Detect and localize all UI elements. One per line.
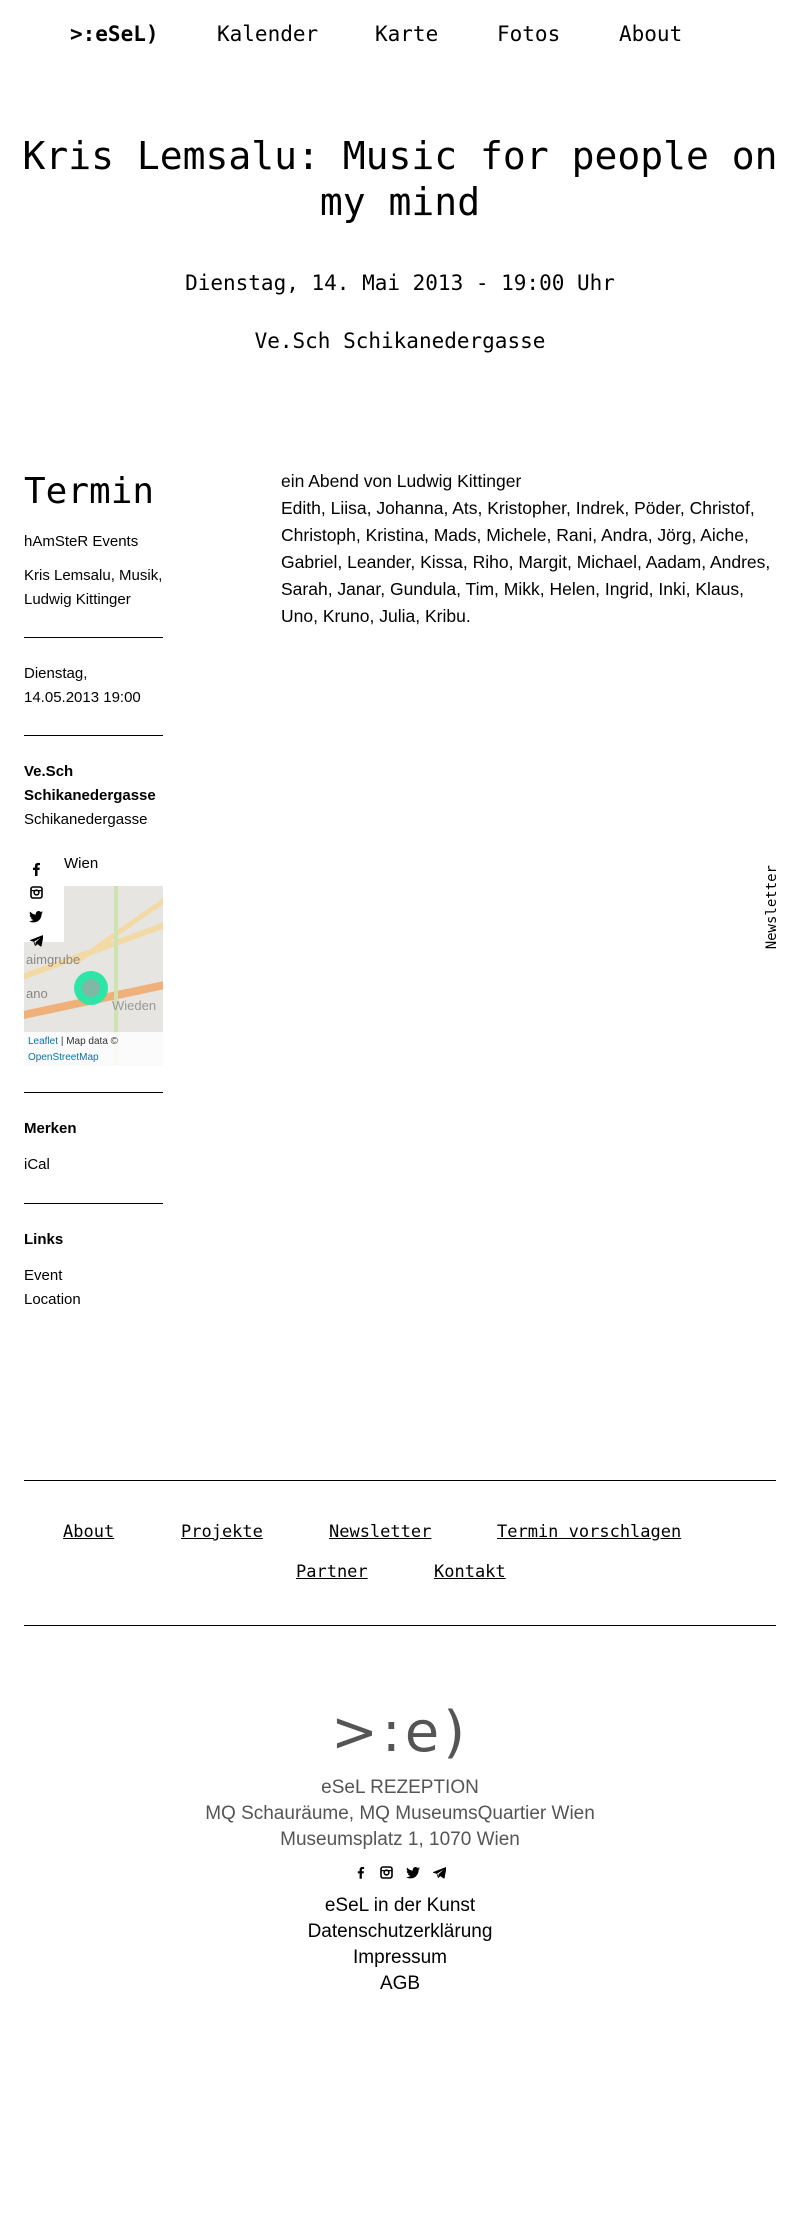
divider <box>24 1092 163 1093</box>
newsletter-tab[interactable]: Newsletter <box>764 865 780 950</box>
event-datetime: Dienstag, 14.05.2013 19:00 <box>24 665 141 706</box>
footer-bottom-links <box>0 1893 800 1997</box>
location-link[interactable]: Location <box>24 1291 81 1308</box>
map-label: ano <box>26 986 48 1001</box>
links-heading: Links <box>24 1231 64 1248</box>
nav-item-kalender[interactable]: Kalender <box>217 22 319 46</box>
address-line: MQ Schauräume, MQ MuseumsQuartier Wien <box>205 1803 595 1824</box>
footer-divider <box>24 1625 776 1626</box>
map-attribution <box>24 1032 163 1066</box>
footer-link-datenschutz[interactable]: Datenschutzerklärung <box>307 1921 493 1942</box>
osm-link[interactable]: OpenStreetMap <box>28 1052 99 1063</box>
footer-link-termin-vorschlagen[interactable]: Termin vorschlagen <box>497 1522 682 1542</box>
event-date: Dienstag, 14. Mai 2013 - 19:00 Uhr <box>185 271 615 295</box>
side-social-icons <box>26 862 46 958</box>
divider <box>24 1203 163 1204</box>
map-label: Wieden <box>112 998 157 1013</box>
twitter-icon[interactable] <box>26 910 46 934</box>
address-line: Museumsplatz 1, 1070 Wien <box>280 1829 520 1850</box>
footer-link-kontakt[interactable]: Kontakt <box>434 1562 506 1582</box>
leaflet-link[interactable]: Leaflet <box>28 1036 59 1047</box>
top-nav <box>0 0 800 72</box>
facebook-icon[interactable] <box>350 1866 372 1883</box>
footer-link-partner[interactable]: Partner <box>296 1562 368 1582</box>
footer-link-esel-in-der-kunst[interactable]: eSeL in der Kunst <box>324 1895 476 1916</box>
telegram-icon[interactable] <box>26 934 46 958</box>
twitter-icon[interactable] <box>402 1866 424 1883</box>
footer-address <box>0 1775 800 1853</box>
description-intro: ein Abend von Ludwig Kittinger <box>281 471 522 491</box>
merken-heading: Merken <box>24 1120 77 1137</box>
nav-item-karte[interactable]: Karte <box>375 22 439 46</box>
footer-link-projekte[interactable]: Projekte <box>181 1522 263 1542</box>
event-title: Kris Lemsalu: Music for people on my mind <box>22 134 778 224</box>
footer-link-about[interactable]: About <box>63 1522 115 1542</box>
location-street: Schikanedergasse <box>24 811 148 828</box>
divider <box>24 735 163 736</box>
facebook-icon[interactable] <box>26 862 46 886</box>
footer-logo[interactable]: >:e) <box>330 1700 470 1765</box>
organizer[interactable]: hAmSteR Events <box>24 533 139 550</box>
footer-link-impressum[interactable]: Impressum <box>353 1947 447 1968</box>
footer-link-newsletter[interactable]: Newsletter <box>329 1522 432 1542</box>
address-line: eSeL REZEPTION <box>321 1777 479 1798</box>
nav-item-fotos[interactable]: Fotos <box>497 22 561 46</box>
ical-link[interactable]: iCal <box>24 1156 50 1173</box>
event-description <box>281 468 781 630</box>
footer-divider <box>24 1480 776 1481</box>
instagram-icon[interactable] <box>376 1866 398 1883</box>
location-name[interactable]: Ve.Sch Schikanedergasse <box>24 763 156 804</box>
description-body: Edith, Liisa, Johanna, Ats, Kristopher, Indrek, Pöder, Christof, Christoph, Kristina, Mads, Michele, Rani, Andra, Jörg, Aiche, Gabriel, Leander, Kissa, Riho, Margit, Michael, Aadam, Andres, Sarah, Janar, Gundula, Tim, Mikk, Helen, Ingrid, Inki, Klaus, Uno, Kruno, Julia, Kribu. <box>281 498 771 626</box>
event-venue: Ve.Sch Schikanedergasse <box>254 329 546 353</box>
location-city: Wien <box>64 855 99 872</box>
nav-item-about[interactable]: About <box>619 22 683 46</box>
footer-link-agb[interactable]: AGB <box>379 1973 421 1994</box>
attribution-text: | Map data © <box>60 1036 119 1047</box>
people: Kris Lemsalu, Musik, Ludwig Kittinger <box>24 567 163 608</box>
site-logo[interactable]: >:eSeL) <box>70 22 159 46</box>
footer-social-icons <box>0 1866 800 1883</box>
event-link[interactable]: Event <box>24 1267 63 1284</box>
map-marker-icon[interactable] <box>74 971 108 1005</box>
divider <box>24 637 163 638</box>
telegram-icon[interactable] <box>428 1866 450 1883</box>
map-label: aimgrube <box>26 952 81 967</box>
sidebar-heading: Termin <box>24 471 155 512</box>
instagram-icon[interactable] <box>26 886 46 910</box>
